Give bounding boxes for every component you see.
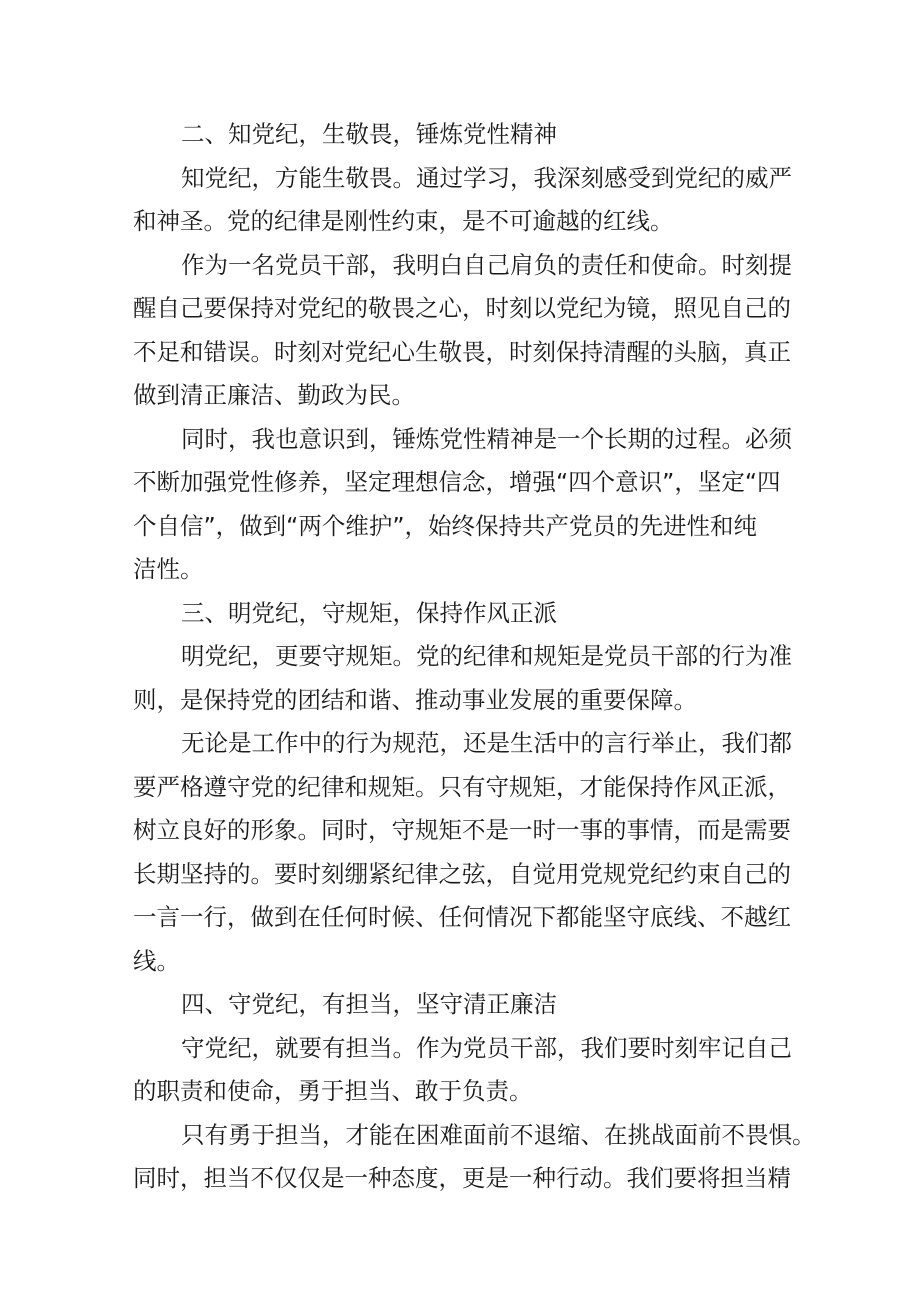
paragraph-line: 无论是工作中的行为规范，还是生活中的言行举止，我们都 (181, 729, 792, 757)
section-heading-4: 四、守党纪，有担当，坚守清正廉洁 (181, 990, 557, 1018)
document-body (133, 113, 816, 1201)
paragraph-line: 线。 (133, 946, 180, 975)
paragraph-line: 只有勇于担当，才能在困难面前不退缩、在挑战面前不畏惧。 (181, 1120, 816, 1149)
paragraph-line: 作为一名党员干部，我明白自己肩负的责任和使命。时刻提 (181, 250, 792, 279)
section-heading-2: 二、知党纪，生敬畏，锤炼党性精神 (181, 120, 557, 148)
paragraph-line: 树立良好的形象。同时，守规矩不是一时一事的事情，而是需要 (133, 816, 791, 844)
paragraph-line: 同时，担当不仅仅是一种态度，更是一种行动。我们要将担当精 (133, 1164, 791, 1192)
paragraph-line: 做到清正廉洁、勤政为民。 (133, 381, 415, 409)
paragraph-line: 不断加强党性修养，坚定理想信念，增强“四个意识”，坚定“四 (133, 468, 781, 496)
paragraph-line: 知党纪，方能生敬畏。通过学习，我深刻感受到党纪的威严 (181, 163, 792, 192)
paragraph-line: 洁性。 (133, 555, 204, 583)
paragraph-line: 守党纪，就要有担当。作为党员干部，我们要时刻牢记自己 (181, 1033, 792, 1062)
paragraph-line: 个自信”，做到“两个维护”，始终保持共产党员的先进性和纯 (133, 511, 758, 540)
paragraph-line: 长期坚持的。要时刻绷紧纪律之弦，自觉用党规党纪约束自己的 (133, 859, 791, 888)
paragraph-line: 的职责和使命，勇于担当、敢于负责。 (133, 1077, 533, 1105)
paragraph-line: 要严格遵守党的纪律和规矩。只有守规矩，才能保持作风正派， (133, 772, 791, 801)
paragraph-line: 不足和错误。时刻对党纪心生敬畏，时刻保持清醒的头脑，真正 (133, 337, 791, 366)
paragraph-line: 同时，我也意识到，锤炼党性精神是一个长期的过程。必须 (181, 424, 792, 453)
section-heading-3: 三、明党纪，守规矩，保持作风正派 (181, 598, 557, 627)
paragraph-line: 明党纪，更要守规矩。党的纪律和规矩是党员干部的行为准 (181, 642, 792, 670)
paragraph-line: 醒自己要保持对党纪的敬畏之心，时刻以党纪为镜，照见自己的 (133, 294, 791, 322)
paragraph-line: 则，是保持党的团结和谐、推动事业发展的重要保障。 (133, 685, 697, 714)
paragraph-line: 一言一行，做到在任何时候、任何情况下都能坚守底线、不越红 (133, 903, 791, 931)
paragraph-line: 和神圣。党的纪律是刚性约束，是不可逾越的红线。 (133, 207, 674, 235)
